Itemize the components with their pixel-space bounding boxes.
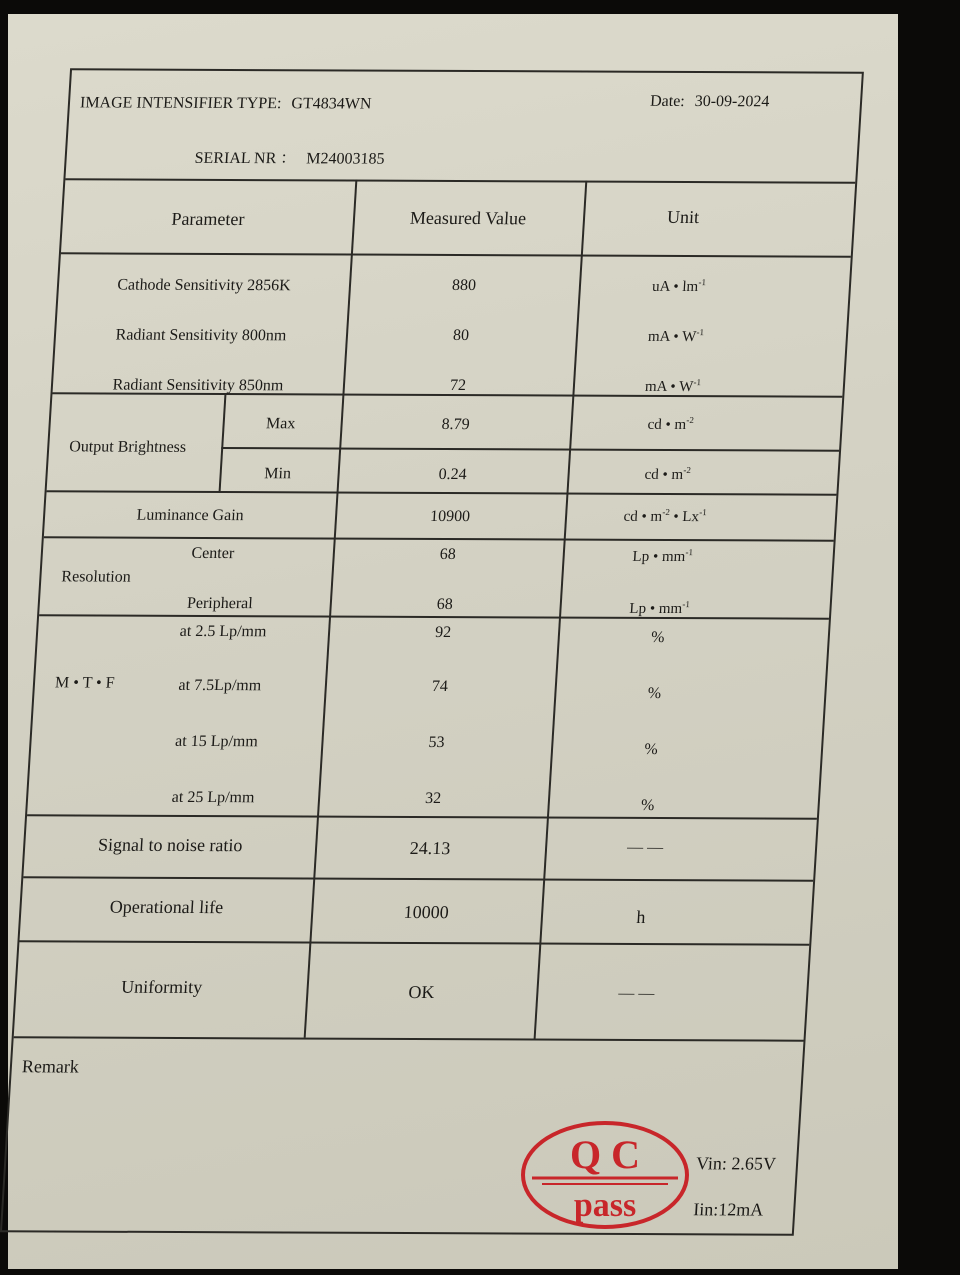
- resolution-center-label: Center: [191, 544, 235, 563]
- output-min-unit: cd • $m^{-2}$: [644, 465, 692, 484]
- mtf-15-label: at 15 Lp/mm: [174, 732, 259, 751]
- mtf-15-unit: %: [643, 740, 659, 759]
- uniformity-value: OK: [407, 981, 436, 1003]
- resolution-peripheral-unit: Lp • $mm^{-1}$: [628, 599, 691, 618]
- output-max-unit: cd • $m^{-2}$: [647, 415, 695, 434]
- mtf-7-5-unit: %: [647, 684, 662, 703]
- mtf-25-unit: %: [640, 796, 655, 815]
- serial-value: M24003185: [305, 150, 386, 168]
- output-min-label: Min: [263, 465, 292, 483]
- vin-value: Vin: 2.65V: [695, 1153, 777, 1174]
- mtf-25-label: at 25 Lp/mm: [171, 788, 255, 807]
- serial-number: [194, 145, 385, 169]
- stamp-qc-text: Q C: [570, 1132, 640, 1177]
- uniformity-unit: — —: [617, 984, 655, 1003]
- mtf-7-5-label: at 7.5Lp/mm: [178, 676, 262, 695]
- remark-label: Remark: [21, 1056, 80, 1077]
- column-header-measured: Measured Value: [409, 207, 527, 229]
- luminance-gain-value: 10900: [429, 507, 471, 526]
- radiant-850-unit: mA • $W^{-1}$: [644, 377, 702, 396]
- output-max-value: 8.79: [441, 415, 471, 434]
- output-max-label: Max: [265, 415, 296, 433]
- serial-label: SERIAL NR ：: [194, 149, 297, 168]
- snr-value: 24.13: [409, 837, 451, 859]
- output-min-value: 0.24: [438, 465, 468, 484]
- intensifier-type: [79, 94, 371, 113]
- radiant-800-label: Radiant Sensitivity 800nm: [115, 326, 287, 345]
- luminance-gain-label: Luminance Gain: [136, 506, 245, 525]
- test-report-table: [0, 68, 864, 1235]
- luminance-gain-unit: cd • $m^{-2}$ • $Lx^{-1}$: [623, 506, 708, 526]
- date-label: Date:: [649, 92, 686, 110]
- life-value: 10000: [403, 901, 450, 923]
- mtf-25-value: 32: [424, 790, 442, 808]
- stamp-pass-text: pass: [573, 1187, 637, 1224]
- life-unit: h: [635, 906, 647, 927]
- date-value: 30-09-2024: [694, 93, 770, 111]
- resolution-label: Resolution: [60, 568, 132, 586]
- mtf-2-5-unit: %: [650, 628, 665, 647]
- qc-pass-stamp: [520, 1120, 690, 1230]
- cathode-unit: uA • $lm^{-1}$: [651, 277, 707, 296]
- cathode-label: Cathode Sensitivity 2856K: [116, 276, 292, 295]
- resolution-center-unit: Lp • $mm^{-1}$: [632, 547, 694, 566]
- output-brightness-label: Output Brightness: [68, 438, 187, 456]
- column-header-parameter: Parameter: [170, 208, 246, 230]
- mtf-2-5-label: at 2.5 Lp/mm: [179, 622, 267, 641]
- resolution-peripheral-value: 68: [436, 596, 454, 614]
- resolution-center-value: 68: [439, 546, 457, 564]
- snr-unit: — —: [626, 838, 664, 857]
- radiant-850-value: 72: [449, 377, 467, 395]
- mtf-label: M • T • F: [54, 674, 116, 692]
- column-header-unit: Unit: [666, 206, 700, 228]
- mtf-15-value: 53: [427, 734, 445, 752]
- uniformity-label: Uniformity: [120, 976, 203, 998]
- iin-value: Iin:12mA: [692, 1199, 764, 1220]
- radiant-850-label: Radiant Sensitivity 850nm: [112, 376, 284, 395]
- type-label: IMAGE INTENSIFIER TYPE:: [79, 94, 282, 113]
- mtf-7-5-value: 74: [431, 678, 449, 696]
- report-date: [650, 93, 770, 112]
- mtf-2-5-value: 92: [434, 624, 452, 642]
- resolution-peripheral-label: Peripheral: [186, 594, 254, 613]
- type-value: GT4834WN: [290, 95, 372, 113]
- cathode-value: 880: [451, 276, 477, 295]
- life-label: Operational life: [109, 896, 224, 918]
- radiant-800-unit: mA • $W^{-1}$: [647, 327, 705, 346]
- snr-label: Signal to noise ratio: [97, 834, 244, 856]
- radiant-800-value: 80: [452, 327, 470, 345]
